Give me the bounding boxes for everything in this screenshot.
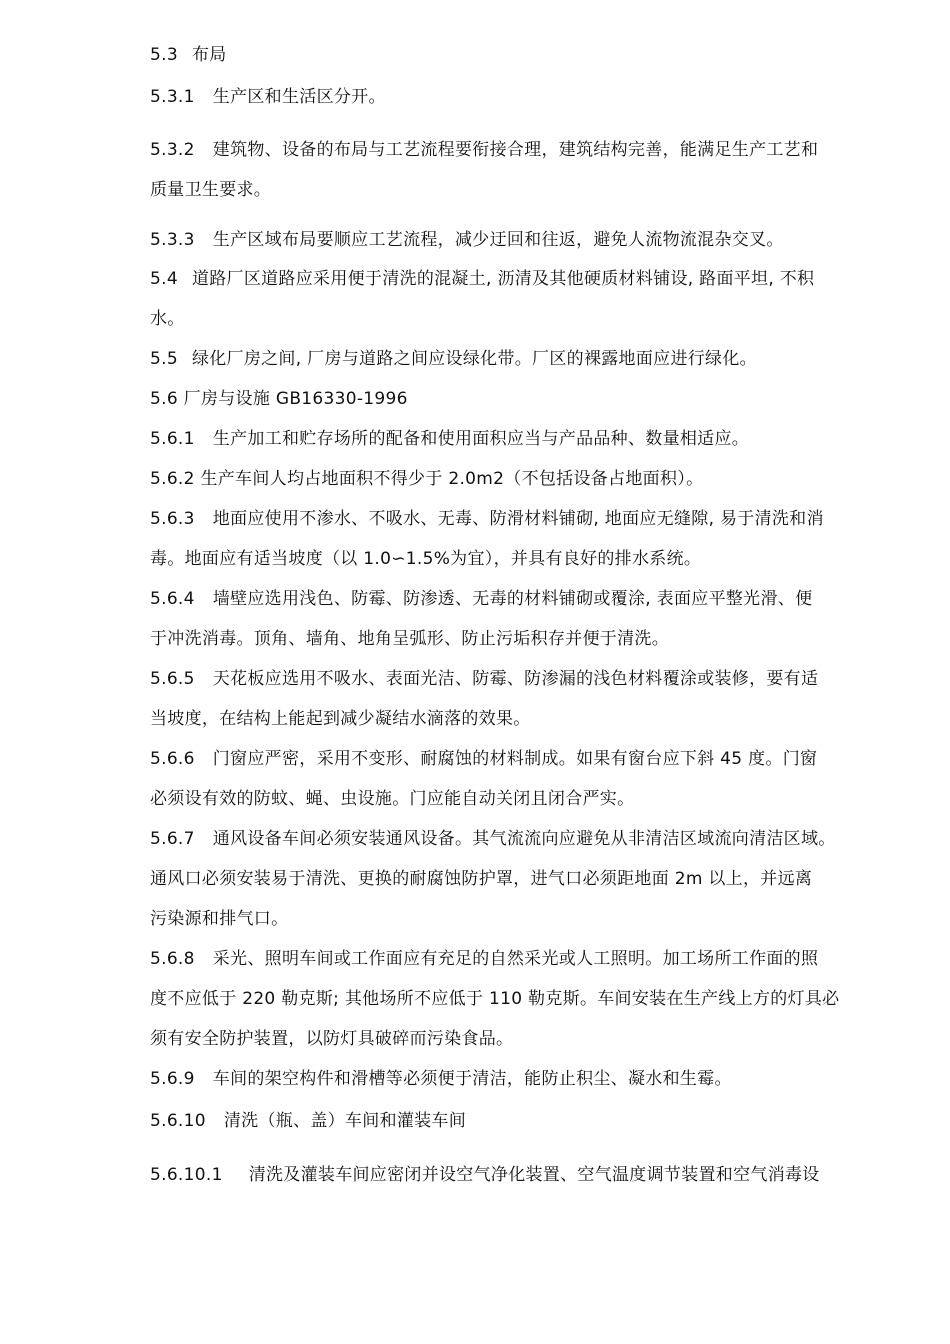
- section-5-6-10-1: [150, 1164, 820, 1186]
- section-5-6-4: [150, 588, 812, 610]
- section-text: 生产加工和贮存场所的配备和使用面积应当与产品品种、数量相适应。: [212, 429, 750, 449]
- section-number: 5.6.6: [150, 749, 195, 769]
- section-5-6-4-cont: [150, 628, 669, 650]
- section-text: 地面应使用不渗水、不吸水、无毒、防滑材料铺砌, 地面应无缝隙, 易于清洗和消: [212, 509, 824, 529]
- section-5-6-5: [150, 668, 818, 690]
- section-text: 清洗（瓶、盖）车间和灌装车间: [223, 1111, 467, 1131]
- section-5-3: [150, 44, 227, 66]
- section-number: 5.5: [150, 349, 178, 369]
- section-5-6-10: [150, 1110, 466, 1132]
- section-5-6-3: [150, 508, 824, 530]
- section-5-6-7: [150, 828, 836, 850]
- section-text: 采光、照明车间或工作面应有充足的自然采光或人工照明。加工场所工作面的照: [212, 949, 819, 969]
- section-5-4-cont: [150, 308, 185, 330]
- section-text: 生产区和生活区分开。: [212, 87, 386, 107]
- section-text: 布局: [191, 45, 227, 65]
- section-text: 生产区域布局要顺应工艺流程，减少迂回和往返，避免人流物流混杂交叉。: [212, 230, 784, 250]
- section-5-6-8-cont2: [150, 1028, 513, 1050]
- section-text: 通风口必须安装易于清洗、更换的耐腐蚀防护罩，进气口必须距地面 2m 以上，并远离: [150, 869, 813, 889]
- section-text: 5.6 厂房与设施 GB16330-1996: [150, 389, 408, 409]
- section-number: 5.3.1: [150, 87, 195, 107]
- section-text: 道路厂区道路应采用便于清洗的混凝土, 沥清及其他硬质材料铺设, 路面平坦, 不积: [191, 269, 815, 289]
- section-5-6-5-cont: [150, 708, 531, 730]
- section-number: 5.4: [150, 269, 178, 289]
- section-number: 5.6.7: [150, 829, 195, 849]
- section-5-6-8-cont: [150, 988, 839, 1010]
- section-5-5: [150, 348, 757, 370]
- section-5-3-2-cont: [150, 179, 271, 201]
- section-5-6-1: [150, 428, 749, 450]
- section-5-6: [150, 388, 408, 410]
- section-5-3-2: [150, 139, 818, 161]
- section-number: 5.6.9: [150, 1069, 195, 1089]
- section-text: 门窗应严密，采用不变形、耐腐蚀的材料制成。如果有窗台应下斜 45 度。门窗: [212, 749, 818, 769]
- section-5-6-7-cont2: [150, 908, 288, 930]
- section-text: 于冲洗消毒。顶角、墙角、地角呈弧形、防止污垢积存并便于清洗。: [150, 629, 669, 649]
- section-number: 5.6.10.1: [150, 1165, 223, 1185]
- section-5-6-2: [150, 468, 703, 490]
- section-number: 5.6.3: [150, 509, 195, 529]
- section-text: 污染源和排气口。: [150, 909, 289, 929]
- section-number: 5.6.1: [150, 429, 195, 449]
- section-text: 度不应低于 220 勒克斯; 其他场所不应低于 110 勒克斯。车间安装在生产线上方的灯具必: [150, 989, 840, 1009]
- section-text: 通风设备车间必须安装通风设备。其气流流向应避免从非清洁区域流向清洁区域。: [212, 829, 836, 849]
- section-5-3-3: [150, 229, 784, 251]
- section-5-6-6: [150, 748, 817, 770]
- section-5-3-1: [150, 86, 386, 108]
- section-5-4: [150, 268, 814, 290]
- section-5-6-7-cont: [150, 868, 812, 890]
- section-number: 5.3: [150, 45, 178, 65]
- section-text: 清洗及灌装车间应密闭并设空气净化装置、空气温度调节装置和空气消毒设: [248, 1165, 820, 1185]
- section-text: 车间的架空构件和滑槽等必须便于清洁，能防止积尘、凝水和生霉。: [212, 1069, 732, 1089]
- section-text: 绿化厂房之间, 厂房与道路之间应设绿化带。厂区的裸露地面应进行绿化。: [191, 349, 757, 369]
- section-5-6-6-cont: [150, 788, 634, 810]
- section-number: 5.6.5: [150, 669, 195, 689]
- section-number: 5.3.2: [150, 140, 195, 160]
- section-text: 水。: [150, 309, 185, 329]
- section-text: 天花板应选用不吸水、表面光洁、防霉、防渗漏的浅色材料覆涂或装修，要有适: [212, 669, 819, 689]
- section-number: 5.6.10: [150, 1111, 206, 1131]
- section-number: 5.6.8: [150, 949, 195, 969]
- section-number: 5.3.3: [150, 230, 195, 250]
- section-text: 墙壁应选用浅色、防霉、防渗透、无毒的材料铺砌或覆涂, 表面应平整光滑、便: [212, 589, 813, 609]
- section-text: 建筑物、设备的布局与工艺流程要衔接合理，建筑结构完善，能满足生产工艺和: [212, 140, 819, 160]
- section-text: 须有安全防护装置，以防灯具破碎而污染食品。: [150, 1029, 514, 1049]
- section-number: 5.6.4: [150, 589, 195, 609]
- section-5-6-3-cont: [150, 548, 701, 570]
- section-text: 必须设有效的防蚊、蝇、虫设施。门应能自动关闭且闭合严实。: [150, 789, 635, 809]
- section-5-6-8: [150, 948, 818, 970]
- section-text: 质量卫生要求。: [150, 180, 272, 200]
- section-5-6-9: [150, 1068, 732, 1090]
- section-text: 当坡度，在结构上能起到减少凝结水滴落的效果。: [150, 709, 531, 729]
- section-text: 5.6.2 生产车间人均占地面积不得少于 2.0m2（不包括设备占地面积）。: [150, 469, 704, 489]
- section-text: 毒。地面应有适当坡度（以 1.0∽1.5%为宜），并具有良好的排水系统。: [150, 549, 702, 569]
